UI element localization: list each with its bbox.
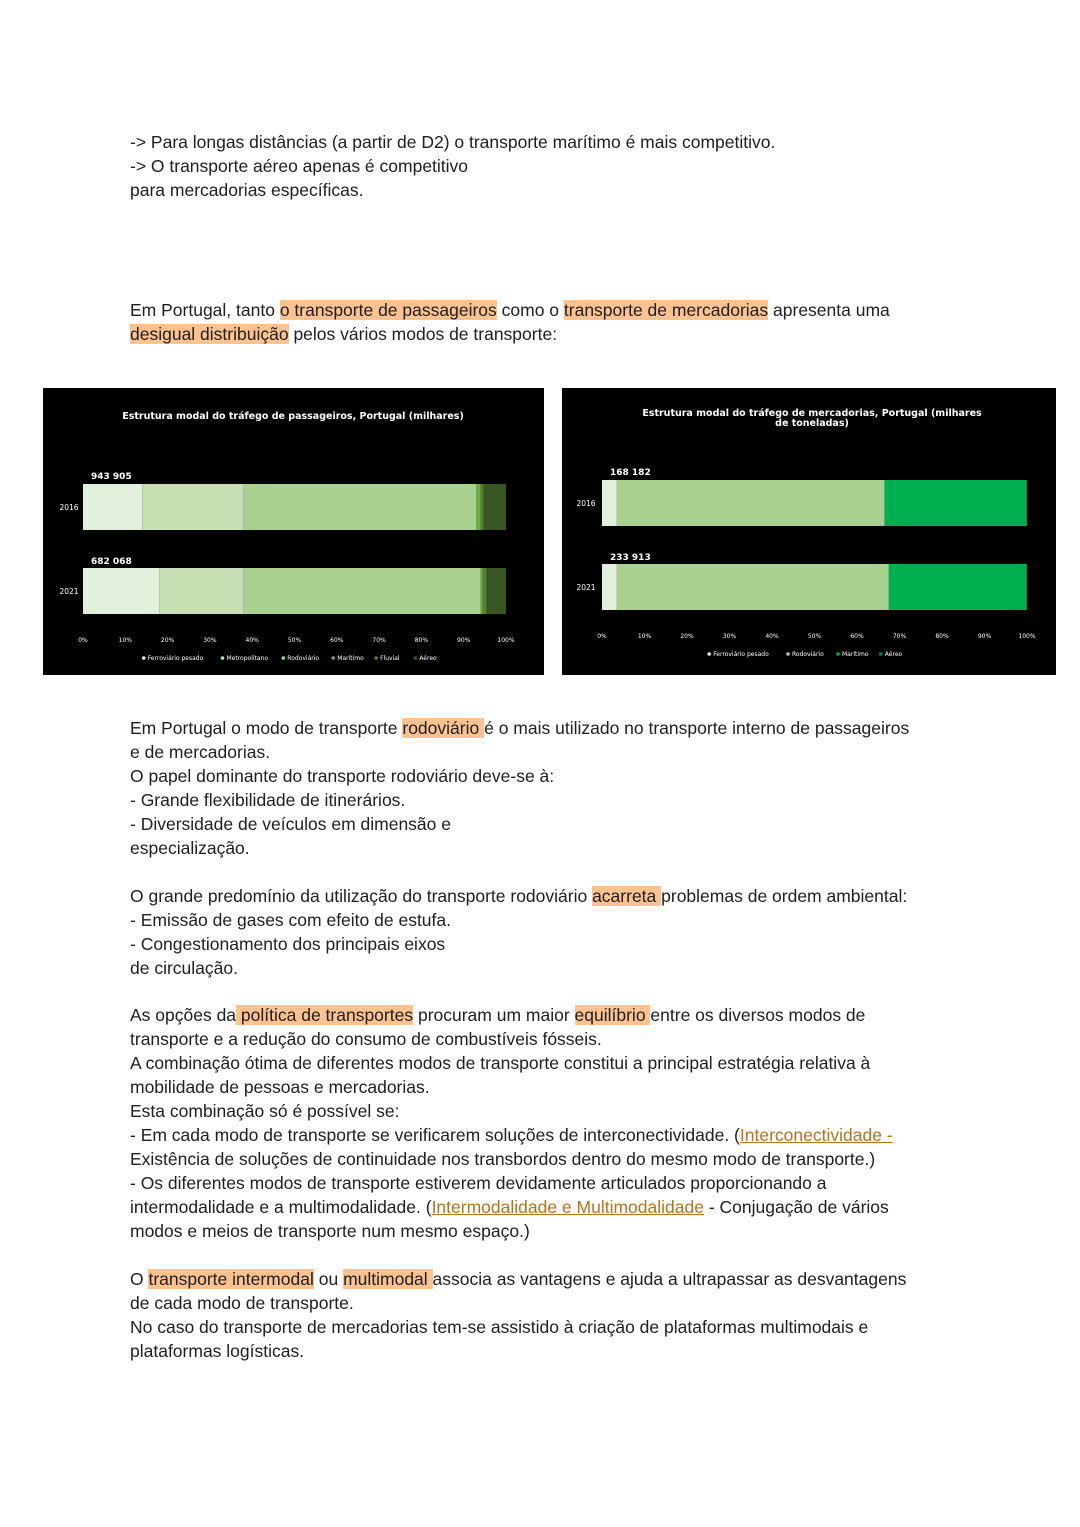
- legend-label: Rodoviário: [287, 655, 320, 662]
- legend-marker: [221, 656, 225, 660]
- intermodal-line-1: [130, 1267, 950, 1291]
- bar-segment: [244, 568, 481, 614]
- text-span: - Conjugação de vários: [703, 1197, 889, 1217]
- text-span: As opções da: [130, 1005, 237, 1025]
- bar-total-label: 943 905: [91, 472, 132, 482]
- legend-marker: [282, 656, 286, 660]
- bar-total-label: 168 182: [610, 468, 651, 478]
- interconnectivity-link[interactable]: Interconectividade -: [739, 1125, 893, 1145]
- intermodal-line-2: de cada modo de transporte.: [130, 1293, 354, 1313]
- env-line-4: de circulação.: [130, 958, 238, 978]
- highlight-unequal-distribution: desigual distribuição: [130, 324, 289, 344]
- bar-segment: [885, 480, 1027, 526]
- policy-line-2: transporte e a redução do consumo de combustíveis fósseis.: [130, 1029, 602, 1049]
- bar-segment: [617, 564, 889, 610]
- text-span: Em Portugal o modo de transporte: [130, 718, 403, 738]
- highlight-transport-policy: política de transportes: [236, 1005, 414, 1025]
- highlight-entails: acarreta: [592, 886, 662, 906]
- text-span: Em Portugal, tanto: [130, 300, 280, 320]
- legend-label: Fluvial: [380, 655, 400, 662]
- x-tick-label: 40%: [765, 633, 779, 640]
- road-line-2: e de mercadorias.: [130, 742, 271, 762]
- bar-segment: [617, 480, 885, 526]
- env-line-3: - Congestionamento dos principais eixos: [130, 934, 446, 954]
- x-tick-label: 90%: [977, 633, 992, 640]
- legend-marker: [332, 656, 336, 660]
- intermodality-link[interactable]: Intermodalidade e Multimodalidade: [431, 1197, 704, 1217]
- bar-segment: [83, 568, 159, 614]
- intermodal-line-4: plataformas logísticas.: [130, 1341, 305, 1361]
- distribution-paragraph: [130, 298, 950, 346]
- legend-marker: [879, 652, 883, 656]
- bar-segment: [602, 480, 617, 526]
- category-label: 2021: [576, 583, 596, 592]
- legend-marker: [142, 656, 146, 660]
- category-label: 2016: [576, 499, 596, 508]
- x-tick-label: 30%: [722, 633, 737, 640]
- category-label: 2016: [59, 503, 79, 512]
- policy-line-7: Existência de soluções de continuidade nos transbordos dentro do mesmo modo de transporte.): [130, 1149, 876, 1169]
- legend-label: Rodoviário: [792, 651, 824, 658]
- distribution-line-2: [130, 322, 950, 346]
- policy-line-9: [130, 1195, 950, 1219]
- text-span: como o: [496, 300, 564, 320]
- road-line-6: especialização.: [130, 838, 250, 858]
- bar-segment: [602, 564, 617, 610]
- text-span: O: [130, 1269, 149, 1289]
- policy-line-5: Esta combinação só é possível se:: [130, 1101, 400, 1121]
- text-span: O grande predomínio da utilização do transporte rodoviário: [130, 886, 593, 906]
- highlight-freight-transport: transporte de mercadorias: [563, 300, 769, 320]
- bar-segment: [142, 484, 244, 530]
- policy-line-4: mobilidade de pessoas e mercadorias.: [130, 1077, 430, 1097]
- text-span: intermodalidade e a multimodalidade. (: [130, 1197, 432, 1217]
- legend-label: Marítimo: [842, 651, 869, 658]
- environment-paragraph: [130, 884, 950, 980]
- x-tick-label: 0%: [78, 637, 88, 644]
- legend-label: Marítimo: [337, 655, 364, 662]
- road-paragraph: [130, 716, 950, 860]
- text-span: associa as vantagens e ajuda a ultrapassar as desvantagens: [432, 1269, 907, 1289]
- chart-title: Estrutura modal do tráfego de mercadorias, Portugal (milhares: [642, 408, 982, 419]
- x-tick-label: 50%: [807, 633, 822, 640]
- bar-segment: [481, 568, 483, 614]
- x-tick-label: 80%: [414, 637, 429, 644]
- x-tick-label: 70%: [372, 637, 386, 644]
- x-tick-label: 20%: [160, 637, 175, 644]
- x-tick-label: 60%: [850, 633, 864, 640]
- policy-line-8: - Os diferentes modos de transporte estiverem devidamente articulados proporcionando a: [130, 1173, 827, 1193]
- bar-total-label: 682 068: [91, 557, 132, 567]
- x-tick-label: 80%: [935, 633, 949, 640]
- bar-segment: [484, 484, 506, 530]
- intro-line-3: para mercadorias específicas.: [130, 180, 364, 200]
- freight-chart-svg: [562, 388, 1056, 675]
- legend-label: Aéreo: [419, 655, 437, 662]
- text-span: procuram um maior: [413, 1005, 575, 1025]
- highlight-passenger-transport: transporte de passageiros: [294, 300, 497, 320]
- policy-paragraph: [130, 1003, 950, 1243]
- highlight-balance: equilíbrio: [574, 1005, 651, 1025]
- legend-marker: [786, 652, 790, 656]
- x-tick-label: 100%: [1018, 633, 1036, 640]
- x-tick-label: 90%: [457, 637, 471, 644]
- highlight-multimodal: multimodal: [343, 1269, 433, 1289]
- legend-label: Ferroviário pesado: [713, 651, 769, 658]
- env-line-1: [130, 884, 950, 908]
- legend-label: Metropolitano: [226, 655, 269, 662]
- highlight-road: rodoviário: [402, 718, 485, 738]
- text-span: problemas de ordem ambiental:: [661, 886, 908, 906]
- text-span: ou: [313, 1269, 344, 1289]
- text-span: pelos vários modos de transporte:: [288, 324, 558, 344]
- road-line-1: [130, 716, 950, 740]
- intro-paragraph: [130, 130, 950, 202]
- legend-marker: [414, 656, 418, 660]
- x-tick-label: 40%: [245, 637, 259, 644]
- passenger-modal-chart: [43, 388, 544, 675]
- bar-segment: [483, 568, 487, 614]
- bar-segment: [159, 568, 244, 614]
- bar-segment: [476, 484, 480, 530]
- intro-line-1: -> Para longas distâncias (a partir de D2) o transporte marítimo é mais competitivo.: [130, 132, 776, 152]
- text-span: apresenta uma: [768, 300, 890, 320]
- legend-label: Ferroviário pesado: [147, 655, 204, 662]
- highlight: o: [279, 300, 295, 320]
- intro-line-2: -> O transporte aéreo apenas é competitivo: [130, 156, 469, 176]
- legend-marker: [836, 652, 840, 656]
- road-line-5: - Diversidade de veículos em dimensão e: [130, 814, 451, 834]
- highlight-intermodal: transporte intermodal: [148, 1269, 314, 1289]
- legend-marker: [374, 656, 378, 660]
- bar-total-label: 233 913: [610, 553, 651, 563]
- bar-segment: [481, 484, 484, 530]
- chart-title: Estrutura modal do tráfego de passageiros, Portugal (milhares): [122, 411, 464, 422]
- text-span: entre os diversos modos de: [650, 1005, 866, 1025]
- env-line-2: - Emissão de gases com efeito de estufa.: [130, 910, 451, 930]
- policy-line-10: modos e meios de transporte num mesmo espaço.): [130, 1221, 530, 1241]
- policy-line-6: [130, 1123, 950, 1147]
- bar-segment: [487, 568, 506, 614]
- chart-title: de toneladas): [775, 418, 849, 429]
- category-label: 2021: [59, 587, 79, 596]
- bar-segment: [889, 564, 1027, 610]
- text-span: - Em cada modo de transporte se verificarem soluções de interconectividade. (: [130, 1125, 740, 1145]
- freight-modal-chart: [562, 388, 1056, 675]
- x-tick-label: 10%: [637, 633, 652, 640]
- x-tick-label: 30%: [203, 637, 217, 644]
- x-tick-label: 100%: [497, 637, 515, 644]
- legend-marker: [707, 652, 711, 656]
- x-tick-label: 50%: [287, 637, 302, 644]
- intermodal-line-3: No caso do transporte de mercadorias tem-se assistido à criação de plataformas multimodais e: [130, 1317, 869, 1337]
- x-tick-label: 0%: [597, 633, 607, 640]
- passenger-chart-svg: [43, 388, 544, 675]
- policy-line-1: [130, 1003, 950, 1027]
- road-line-3: O papel dominante do transporte rodoviário deve-se à:: [130, 766, 555, 786]
- legend-label: Aéreo: [884, 651, 903, 658]
- x-tick-label: 10%: [118, 637, 132, 644]
- text-span: é o mais utilizado no transporte interno de passageiros: [484, 718, 910, 738]
- road-line-4: - Grande flexibilidade de itinerários.: [130, 790, 406, 810]
- bar-segment: [244, 484, 477, 530]
- distribution-line-1: [130, 298, 950, 322]
- intermodal-paragraph: [130, 1267, 950, 1363]
- policy-line-3: A combinação ótima de diferentes modos de transporte constitui a principal estratégia relativa à: [130, 1053, 871, 1073]
- x-tick-label: 70%: [892, 633, 907, 640]
- bar-segment: [83, 484, 142, 530]
- x-tick-label: 60%: [330, 637, 344, 644]
- x-tick-label: 20%: [680, 633, 694, 640]
